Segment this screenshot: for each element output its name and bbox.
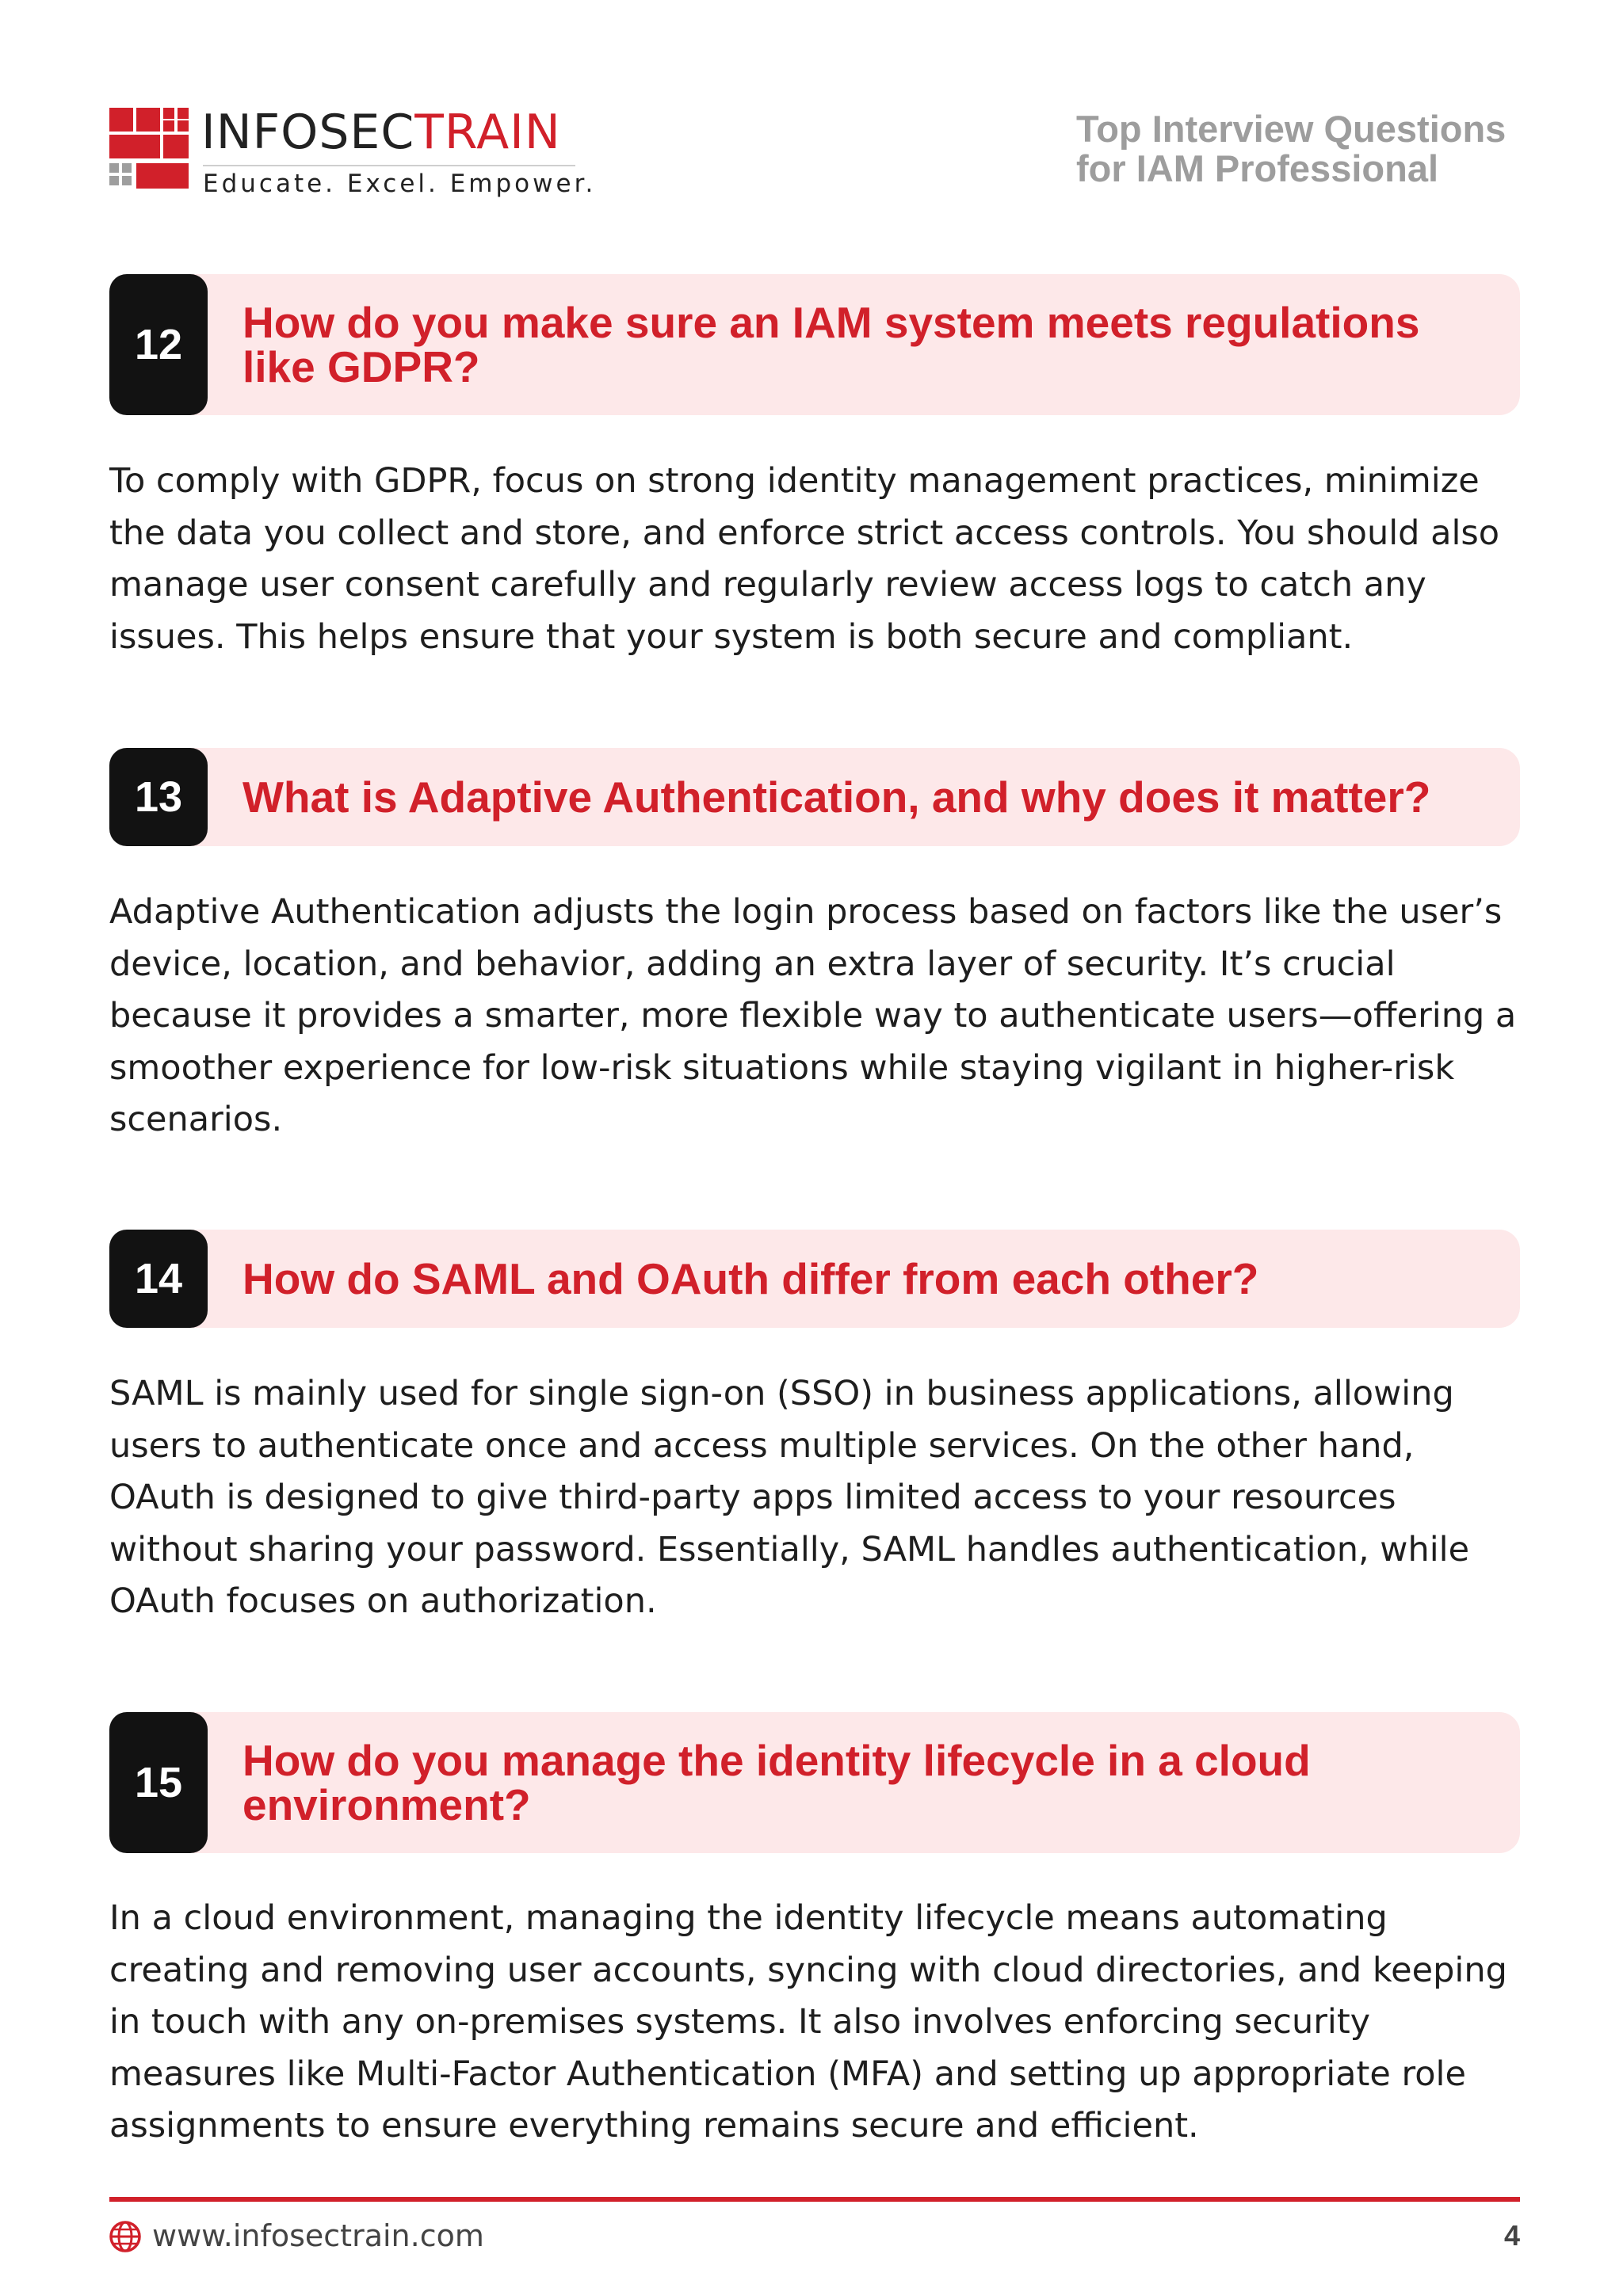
question-number: 15 xyxy=(109,1712,208,1853)
question-title: How do you manage the identity lifecycle in a cloud environment? xyxy=(242,1736,1311,1829)
document-title xyxy=(1076,109,1520,189)
question-answer: To comply with GDPR, focus on strong identity management practices, minimize the data you collect and store, and enforce strict access controls. You should also manage user consent carefully and regularly review access logs to catch any issues. This helps ensure that your system is both secure and compliant. xyxy=(109,461,1500,657)
question-title: How do you make sure an IAM system meets regulations like GDPR? xyxy=(242,298,1420,391)
brand-name-part1: INFOSEC xyxy=(201,105,415,160)
question-answer: In a cloud environment, managing the identity lifecycle means automating creating and removing user accounts, syncing with cloud directories, and keeping in touch with any on-premises systems. It also involves enforcing security measures like Multi-Factor Authentication (MFA) and setting up appropriate role assignments to ensure everything remains secure and efficient. xyxy=(109,1898,1507,2145)
brand-tagline: Educate. Excel. Empower. xyxy=(203,170,597,198)
globe-icon xyxy=(109,2221,141,2252)
question-title: What is Adaptive Authentication, and why does it matter? xyxy=(242,772,1431,822)
brand-name xyxy=(201,105,561,160)
question-header-13 xyxy=(109,748,1520,846)
question-answer: SAML is mainly used for single sign-on (SSO) in business applications, allowing users to authenticate once and access multiple services. On the other hand, OAuth is designed to give third-party apps limited access to your resources without sharing your password. Essentially, SAML handles authentication, while OAuth focuses on authorization. xyxy=(109,1374,1470,1621)
question-header-12 xyxy=(109,274,1520,415)
question-title: How do SAML and OAuth differ from each other? xyxy=(242,1254,1259,1303)
page-number: 4 xyxy=(1503,2219,1520,2252)
question-number: 13 xyxy=(109,748,208,846)
logo-grid-icon xyxy=(109,108,189,190)
logo-divider xyxy=(203,165,575,166)
document-title-line2: for IAM Professional xyxy=(1076,147,1439,189)
footer-website-link[interactable]: www.infosectrain.com xyxy=(152,2218,484,2253)
question-answer: Adaptive Authentication adjusts the login process based on factors like the user’s device, location, and behavior, adding an extra layer of security. It’s crucial because it provides a smarter, more flexible way to authenticate users—offering a smoother experience for low-risk situations while staying vigilant in higher-risk scenarios. xyxy=(109,892,1517,1139)
question-header-14 xyxy=(109,1230,1520,1328)
footer-divider xyxy=(109,2197,1520,2202)
brand-logo xyxy=(109,105,597,198)
question-number: 12 xyxy=(109,274,208,415)
question-header-15 xyxy=(109,1712,1520,1853)
brand-name-part2: TRAIN xyxy=(414,105,561,160)
document-title-line1: Top Interview Questions xyxy=(1076,108,1507,150)
question-number: 14 xyxy=(109,1230,208,1328)
